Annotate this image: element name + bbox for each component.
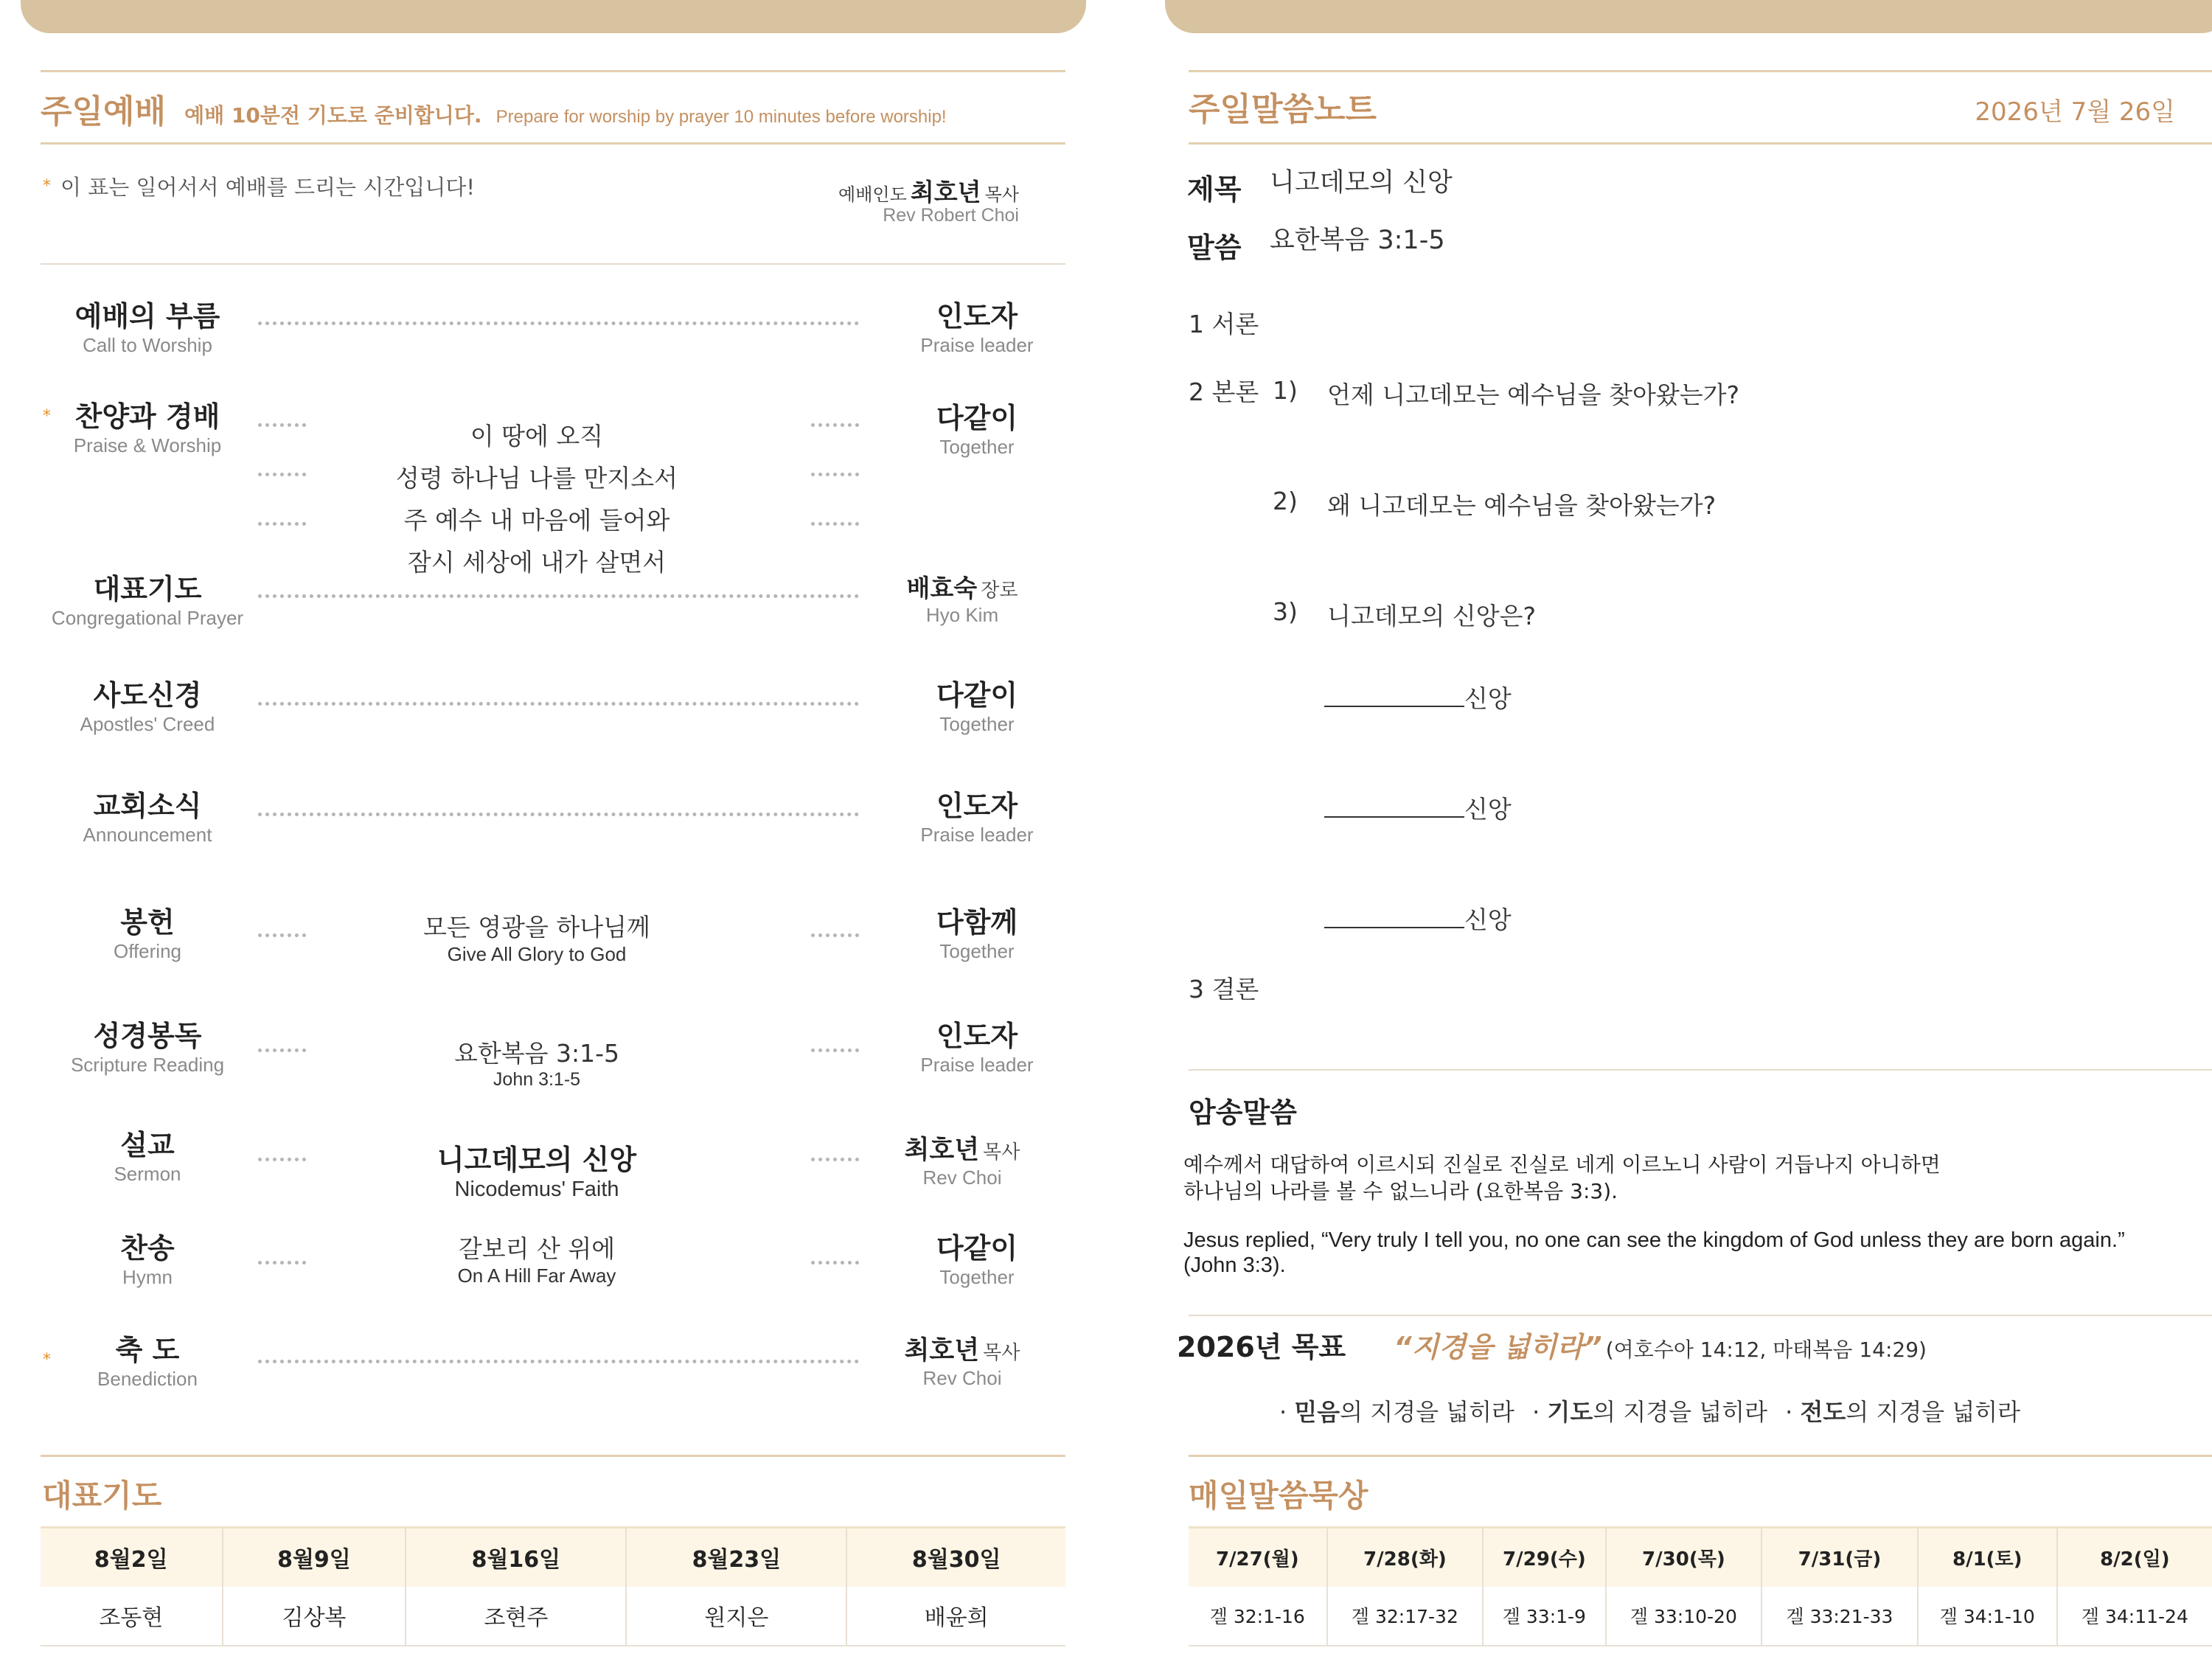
creed-ko: 사도신경 xyxy=(93,679,202,712)
praise-song-3: 주 예수 내 마음에 들어와 xyxy=(403,506,670,535)
scripture-ko: 성경봉독 xyxy=(93,1020,202,1052)
daily-passage-5: 겔 33:21-33 xyxy=(1761,1587,1918,1646)
offering-center xyxy=(345,908,728,966)
offering-dots-l xyxy=(258,931,306,937)
leader-name-en: Rev Robert Choi xyxy=(883,205,1019,226)
prayer-schedule-names-row xyxy=(41,1587,1065,1646)
prayer-ko: 대표기도 xyxy=(93,573,202,605)
notes-date: 2026년 7월 26일 xyxy=(1975,97,2175,127)
praise-song-4: 잠시 세상에 내가 살면서 xyxy=(407,548,667,577)
praise-song-1: 이 땅에 오직 xyxy=(470,422,604,451)
outline-body: 2 본론 xyxy=(1189,378,1259,406)
left-header-top-rule xyxy=(41,70,1065,72)
offering-center-en: Give All Glory to God xyxy=(447,943,627,965)
prayer-en: Congregational Prayer xyxy=(51,607,244,629)
prayer-name-3: 조현주 xyxy=(406,1587,626,1646)
announcement xyxy=(29,783,265,846)
outline-q2: 왜 니고데모는 예수님을 찾아왔는가? xyxy=(1327,491,1717,520)
call-to-worship xyxy=(29,293,265,357)
outline-q1-num: 1) xyxy=(1273,376,1298,405)
daily-day-3: 7/29(수) xyxy=(1483,1528,1605,1587)
benediction xyxy=(29,1327,265,1391)
faith-word-3: 신앙 xyxy=(1464,905,1512,934)
offering xyxy=(29,900,265,963)
prayer-name-5: 배윤희 xyxy=(924,1605,989,1631)
sermon-dots-r xyxy=(811,1155,859,1161)
hymn-center-ko: 갈보리 산 위에 xyxy=(458,1234,616,1263)
daily-day-1: 7/27(월) xyxy=(1189,1528,1327,1587)
prayer-role-ko: 배효숙 xyxy=(906,574,978,602)
daily-title: 매일말씀묵상 xyxy=(1189,1478,1368,1514)
notes-title: 주일말씀노트 xyxy=(1189,91,1377,128)
memory-ko-2: 하나님의 나라를 볼 수 없느니라 (요한복음 3:3). xyxy=(1183,1179,1618,1203)
announce-role-ko: 인도자 xyxy=(936,790,1018,822)
hymn-ko: 찬송 xyxy=(120,1232,175,1265)
call-dots xyxy=(258,319,859,325)
praise-ko: 찬양과 경배 xyxy=(74,400,220,433)
worship-title: 주일예배 xyxy=(41,93,167,131)
outline-q2-num: 2) xyxy=(1273,487,1298,515)
prayer-schedule-rule xyxy=(41,1455,1065,1457)
praise-dots-r1 xyxy=(811,420,859,427)
offering-role xyxy=(896,900,1058,963)
outline-conclusion: 3 결론 xyxy=(1189,975,1259,1004)
sermon-center-en: Nicodemus' Faith xyxy=(454,1178,619,1201)
worship-leader xyxy=(838,173,1019,208)
sermon-role-ko: 최호년 xyxy=(904,1135,980,1165)
worship-subtitle-en: Prepare for worship by prayer 10 minutes before worship! xyxy=(495,107,947,127)
scripture-label: 말씀 xyxy=(1187,232,1242,264)
sermon-dots-l xyxy=(258,1155,306,1161)
goal-item-3-bold: 전도 xyxy=(1800,1398,1846,1426)
hymn-en: Hymn xyxy=(122,1266,173,1288)
left-header-bottom-rule xyxy=(41,142,1065,145)
goal-item-2-bold: 기도 xyxy=(1547,1398,1593,1426)
benediction-role-title: 목사 xyxy=(983,1342,1020,1364)
prayer-schedule-table xyxy=(41,1526,1065,1646)
hymn-role xyxy=(896,1225,1058,1289)
goal-item-1-bold: 믿음 xyxy=(1294,1398,1340,1426)
hymn-role-en: Together xyxy=(939,1266,1015,1288)
prayer-name-2: 김상복 xyxy=(223,1587,406,1646)
praise-dots-l2 xyxy=(258,470,306,476)
worship-header xyxy=(41,85,947,132)
praise-role-en: Together xyxy=(939,436,1015,458)
sermon-en: Sermon xyxy=(114,1163,181,1185)
daily-passage-1: 겔 32:1-16 xyxy=(1189,1587,1327,1646)
call-role-ko: 인도자 xyxy=(936,300,1018,333)
outline-q3: 니고데모의 신앙은? xyxy=(1327,602,1537,630)
benediction-dots xyxy=(258,1357,859,1363)
goal-motto: “지경을 넓히라” xyxy=(1394,1331,1602,1363)
daily-rule xyxy=(1189,1455,2212,1457)
daily-day-5: 7/31(금) xyxy=(1761,1528,1918,1587)
call-role-en: Praise leader xyxy=(920,334,1034,356)
scripture-role-en: Praise leader xyxy=(920,1054,1034,1076)
hymn-dots-l xyxy=(258,1258,306,1265)
benediction-role-en: Rev Choi xyxy=(922,1367,1002,1389)
sermon-role-title: 목사 xyxy=(983,1141,1020,1164)
daily-day-2: 7/28(화) xyxy=(1327,1528,1484,1587)
memory-en-2: (John 3:3). xyxy=(1183,1253,1286,1277)
call-en: Call to Worship xyxy=(83,334,212,356)
goal-label: 2026년 목표 xyxy=(1177,1331,1346,1363)
daily-passage-2: 겔 32:17-32 xyxy=(1327,1587,1484,1646)
praise-star-icon: * xyxy=(43,407,51,425)
announce-en: Announcement xyxy=(83,824,212,846)
prayer-schedule-dates-row xyxy=(41,1528,1065,1587)
prayer-schedule-title: 대표기도 xyxy=(42,1478,162,1514)
faith-blank-2 xyxy=(1324,790,1512,825)
goal-rule xyxy=(1189,1315,2212,1316)
sermon-title-label: 제목 xyxy=(1187,173,1242,206)
memory-en-1: Jesus replied, “Very truly I tell you, no one can see the kingdom of God unless they are born again.” xyxy=(1183,1228,2125,1252)
goal-item-3-rest: 의 지경을 넓히라 xyxy=(1846,1398,2021,1426)
sermon-center xyxy=(345,1137,728,1202)
praise-dots-l1 xyxy=(258,420,306,427)
praise-song-2: 성령 하나님 나를 만지소서 xyxy=(395,464,678,493)
prayer-date-4: 8월23일 xyxy=(626,1528,846,1587)
faith-word-1: 신앙 xyxy=(1464,684,1512,713)
offering-dots-r xyxy=(811,931,859,937)
scripture-role-ko: 인도자 xyxy=(936,1020,1018,1052)
prayer-name-1: 조동현 xyxy=(41,1587,223,1646)
apostles-creed xyxy=(29,672,265,736)
daily-passages-row xyxy=(1189,1587,2212,1646)
offering-role-ko: 다함께 xyxy=(936,906,1018,939)
leader-role: 예배인도 xyxy=(838,184,907,205)
goal-line xyxy=(1177,1324,1927,1365)
daily-passage-7: 겔 34:11-24 xyxy=(2081,1606,2188,1627)
praise-worship xyxy=(29,394,265,457)
creed-role xyxy=(896,672,1058,736)
right-top-tab xyxy=(1165,0,2212,33)
prayer-role xyxy=(877,569,1047,627)
benediction-role xyxy=(877,1330,1047,1390)
prayer-date-2: 8월9일 xyxy=(223,1528,406,1587)
hymn-dots-r xyxy=(811,1258,859,1265)
daily-days-row xyxy=(1189,1528,2212,1587)
prayer-role-title: 장로 xyxy=(981,580,1018,602)
goal-bullet-2: · xyxy=(1532,1398,1540,1426)
creed-role-ko: 다같이 xyxy=(936,679,1018,712)
call-role xyxy=(896,293,1058,357)
benediction-star-icon: * xyxy=(43,1351,51,1369)
sermon-role-en: Rev Choi xyxy=(922,1166,1002,1189)
offering-en: Offering xyxy=(113,940,181,962)
outline-q1: 언제 니고데모는 예수님을 찾아왔는가? xyxy=(1327,380,1740,409)
offering-center-ko: 모든 영광을 하나님께 xyxy=(423,913,650,942)
blank-line-2 xyxy=(1324,794,1464,818)
prayer-date-1: 8월2일 xyxy=(41,1528,223,1587)
scripture-dots-r xyxy=(811,1046,859,1052)
announce-ko: 교회소식 xyxy=(93,790,202,822)
praise-dots-r2 xyxy=(811,470,859,476)
praise-role-ko: 다같이 xyxy=(936,402,1018,434)
goal-ref: (여호수아 14:12, 마태복음 14:29) xyxy=(1605,1338,1927,1362)
standing-star-icon: * xyxy=(43,177,51,195)
right-header-top-rule xyxy=(1189,70,2212,72)
memory-rule xyxy=(1189,1069,2212,1071)
goal-bullet-1: · xyxy=(1279,1398,1287,1426)
prayer-role-en: Hyo Kim xyxy=(925,604,999,626)
standing-note: 이 표는 일어서서 예배를 드리는 시간입니다! xyxy=(60,175,475,200)
memory-ko-1: 예수께서 대답하여 이르시되 진실로 진실로 네게 이르노니 사람이 거듭나지 아니하면 xyxy=(1183,1152,1941,1177)
faith-word-2: 신앙 xyxy=(1464,795,1512,824)
left-top-tab xyxy=(21,0,1086,33)
daily-passage-3: 겔 33:1-9 xyxy=(1483,1587,1605,1646)
benediction-en: Benediction xyxy=(97,1368,198,1390)
sermon-title-value: 니고데모의 신앙 xyxy=(1270,168,1453,198)
scripture-role xyxy=(896,1013,1058,1077)
praise-role xyxy=(896,395,1058,459)
announce-dots xyxy=(258,810,859,816)
daily-passage-6: 겔 34:1-10 xyxy=(1918,1587,2057,1646)
outline-intro: 1 서론 xyxy=(1189,310,1259,338)
congregational-prayer xyxy=(29,566,265,630)
scripture-dots-l xyxy=(258,1046,306,1052)
goal-item-2-rest: 의 지경을 넓히라 xyxy=(1593,1398,1767,1426)
prayer-date-3: 8월16일 xyxy=(406,1528,626,1587)
daily-table xyxy=(1189,1526,2212,1646)
outline-q3-num: 3) xyxy=(1273,597,1298,626)
daily-day-4: 7/30(목) xyxy=(1606,1528,1762,1587)
blank-line-3 xyxy=(1324,905,1464,928)
creed-en: Apostles' Creed xyxy=(80,713,215,735)
praise-en: Praise & Worship xyxy=(73,434,222,456)
call-ko: 예배의 부름 xyxy=(74,300,220,333)
scripture-reading xyxy=(29,1013,265,1077)
offering-ko: 봉헌 xyxy=(120,906,175,939)
prayer-name-4: 원지은 xyxy=(626,1587,846,1646)
creed-dots xyxy=(258,699,859,706)
daily-passage-4: 겔 33:10-20 xyxy=(1606,1587,1762,1646)
sermon xyxy=(29,1122,265,1186)
sermon-center-ko: 니고데모의 신앙 xyxy=(437,1144,637,1176)
prayer-dots xyxy=(258,591,859,598)
scripture-value: 요한복음 3:1-5 xyxy=(1270,226,1445,255)
goal-bullet-3: · xyxy=(1785,1398,1793,1426)
announce-role-en: Praise leader xyxy=(920,824,1034,846)
hymn-center xyxy=(345,1230,728,1287)
hymn-center-en: On A Hill Far Away xyxy=(457,1265,616,1287)
prayer-date-5: 8월30일 xyxy=(911,1547,1001,1573)
goal-items xyxy=(1279,1394,2020,1427)
benediction-ko: 축 도 xyxy=(115,1334,180,1366)
praise-dots-r3 xyxy=(811,519,859,526)
faith-blank-3 xyxy=(1324,901,1512,936)
praise-dots-l3 xyxy=(258,519,306,526)
leader-name: 최호년 xyxy=(910,178,981,206)
scripture-center xyxy=(345,1034,728,1091)
memory-title: 암송말씀 xyxy=(1189,1096,1297,1129)
faith-blank-1 xyxy=(1324,680,1512,714)
announce-role xyxy=(896,783,1058,846)
sermon-ko: 설교 xyxy=(120,1129,175,1161)
daily-day-6: 8/1(토) xyxy=(1918,1528,2057,1587)
daily-day-7: 8/2(일) xyxy=(2100,1548,2170,1571)
worship-subtitle-ko: 예배 10분전 기도로 준비합니다. xyxy=(184,103,482,128)
creed-role-en: Together xyxy=(939,713,1015,735)
benediction-role-ko: 최호년 xyxy=(904,1336,980,1366)
hymn xyxy=(29,1225,265,1289)
offering-role-en: Together xyxy=(939,940,1015,962)
blank-line-1 xyxy=(1324,684,1464,707)
order-top-rule xyxy=(41,263,1065,265)
scripture-center-en: John 3:1-5 xyxy=(493,1069,581,1090)
right-header-bottom-rule xyxy=(1189,142,2212,145)
scripture-en: Scripture Reading xyxy=(70,1054,225,1076)
leader-title: 목사 xyxy=(984,184,1019,205)
scripture-center-ko: 요한복음 3:1-5 xyxy=(453,1039,619,1068)
goal-item-1-rest: 의 지경을 넓히라 xyxy=(1340,1398,1514,1426)
hymn-role-ko: 다같이 xyxy=(936,1232,1018,1265)
sermon-role xyxy=(877,1130,1047,1189)
